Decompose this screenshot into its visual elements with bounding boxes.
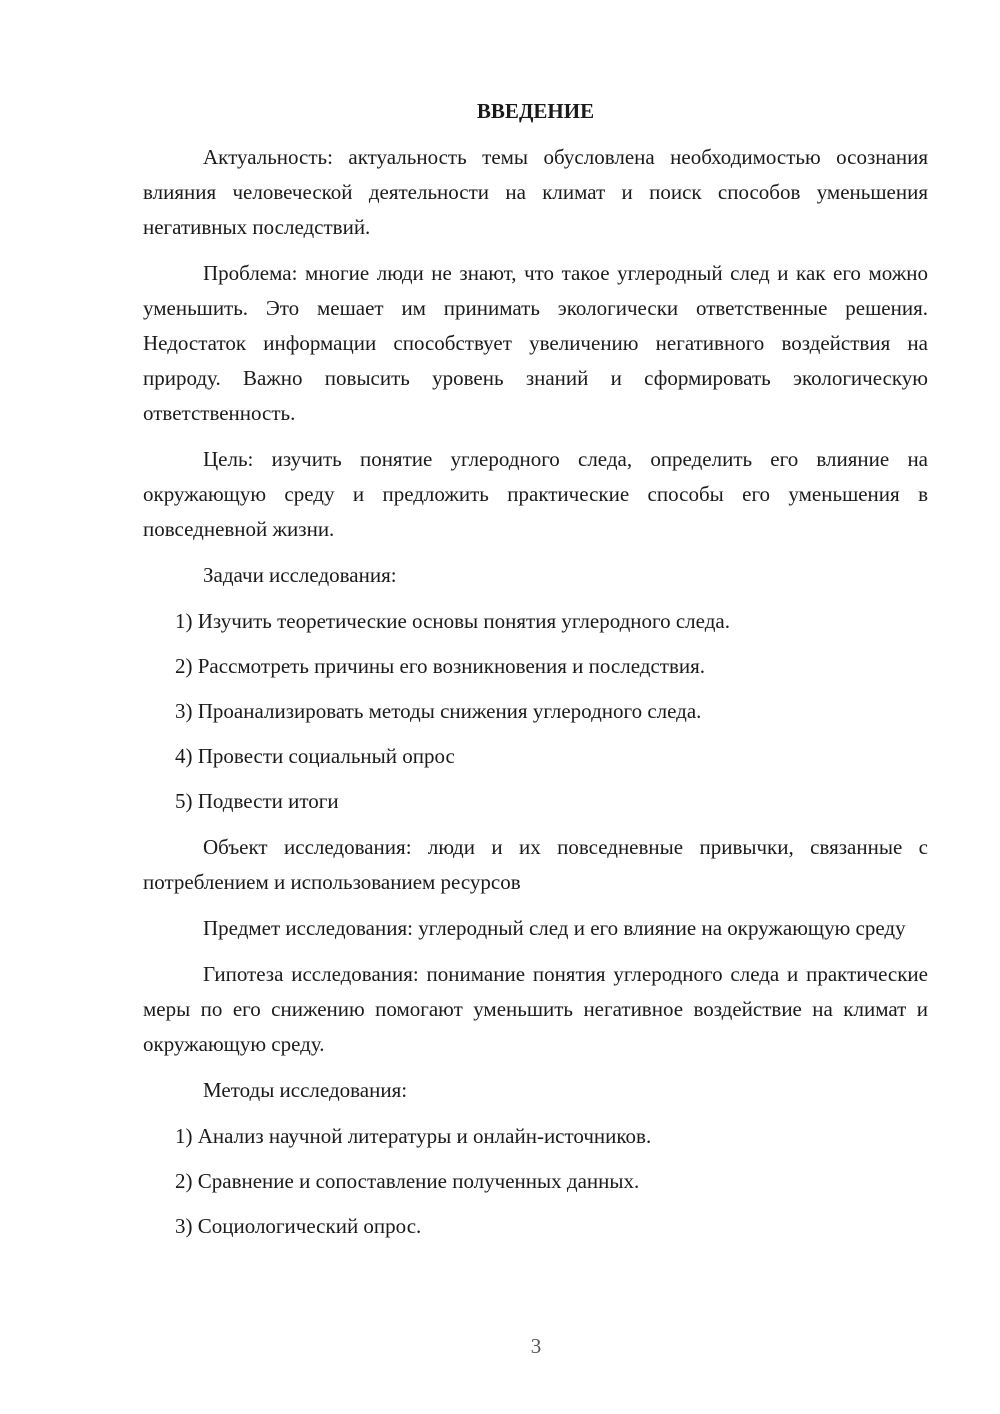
list-item: 2) Рассмотреть причины его возникновения и последствия. <box>175 654 706 678</box>
tasks-list <box>143 604 928 819</box>
object-paragraph: Объект исследования: люди и их повседневные привычки, связанные с потреблением и использованием ресурсов <box>143 835 928 894</box>
subject-paragraph: Предмет исследования: углеродный след и его влияние на окружающую среду <box>203 916 906 940</box>
tasks-heading: Задачи исследования: <box>203 563 397 587</box>
hypothesis-paragraph: Гипотеза исследования: понимание понятия углеродного следа и практические меры по его снижению помогают уменьшить негативное воздействие на климат и окружающую среду. <box>143 962 928 1056</box>
page-number: 3 <box>530 1334 542 1358</box>
list-item: 2) Сравнение и сопоставление полученных данных. <box>175 1169 640 1193</box>
list-item: 1) Изучить теоретические основы понятия углеродного следа. <box>175 609 730 633</box>
list-item: 1) Анализ научной литературы и онлайн-источников. <box>175 1124 652 1148</box>
page-title: ВВЕДЕНИЕ <box>476 99 595 123</box>
relevance-paragraph: Актуальность: актуальность темы обусловлена необходимостью осознания влияния человеческой деятельности на климат и поиск способов уменьшения негативных последствий. <box>143 145 928 239</box>
problem-paragraph: Проблема: многие люди не знают, что такое углеродный след и как его можно уменьшить. Это мешает им принимать экологически ответственные решения. Недостаток информации способствует увеличению негативного воздействия на природу. Важно повысить уровень знаний и сформировать экологическую ответственность. <box>143 261 928 425</box>
list-item: 4) Провести социальный опрос <box>175 744 455 768</box>
document-page <box>143 96 928 1255</box>
list-item: 3) Проанализировать методы снижения углеродного следа. <box>175 699 702 723</box>
methods-heading: Методы исследования: <box>203 1078 408 1102</box>
methods-list <box>143 1119 928 1244</box>
list-item: 3) Социологический опрос. <box>175 1214 422 1238</box>
list-item: 5) Подвести итоги <box>175 789 339 813</box>
goal-paragraph: Цель: изучить понятие углеродного следа, определить его влияние на окружающую среду и предложить практические способы его уменьшения в повседневной жизни. <box>143 447 928 541</box>
